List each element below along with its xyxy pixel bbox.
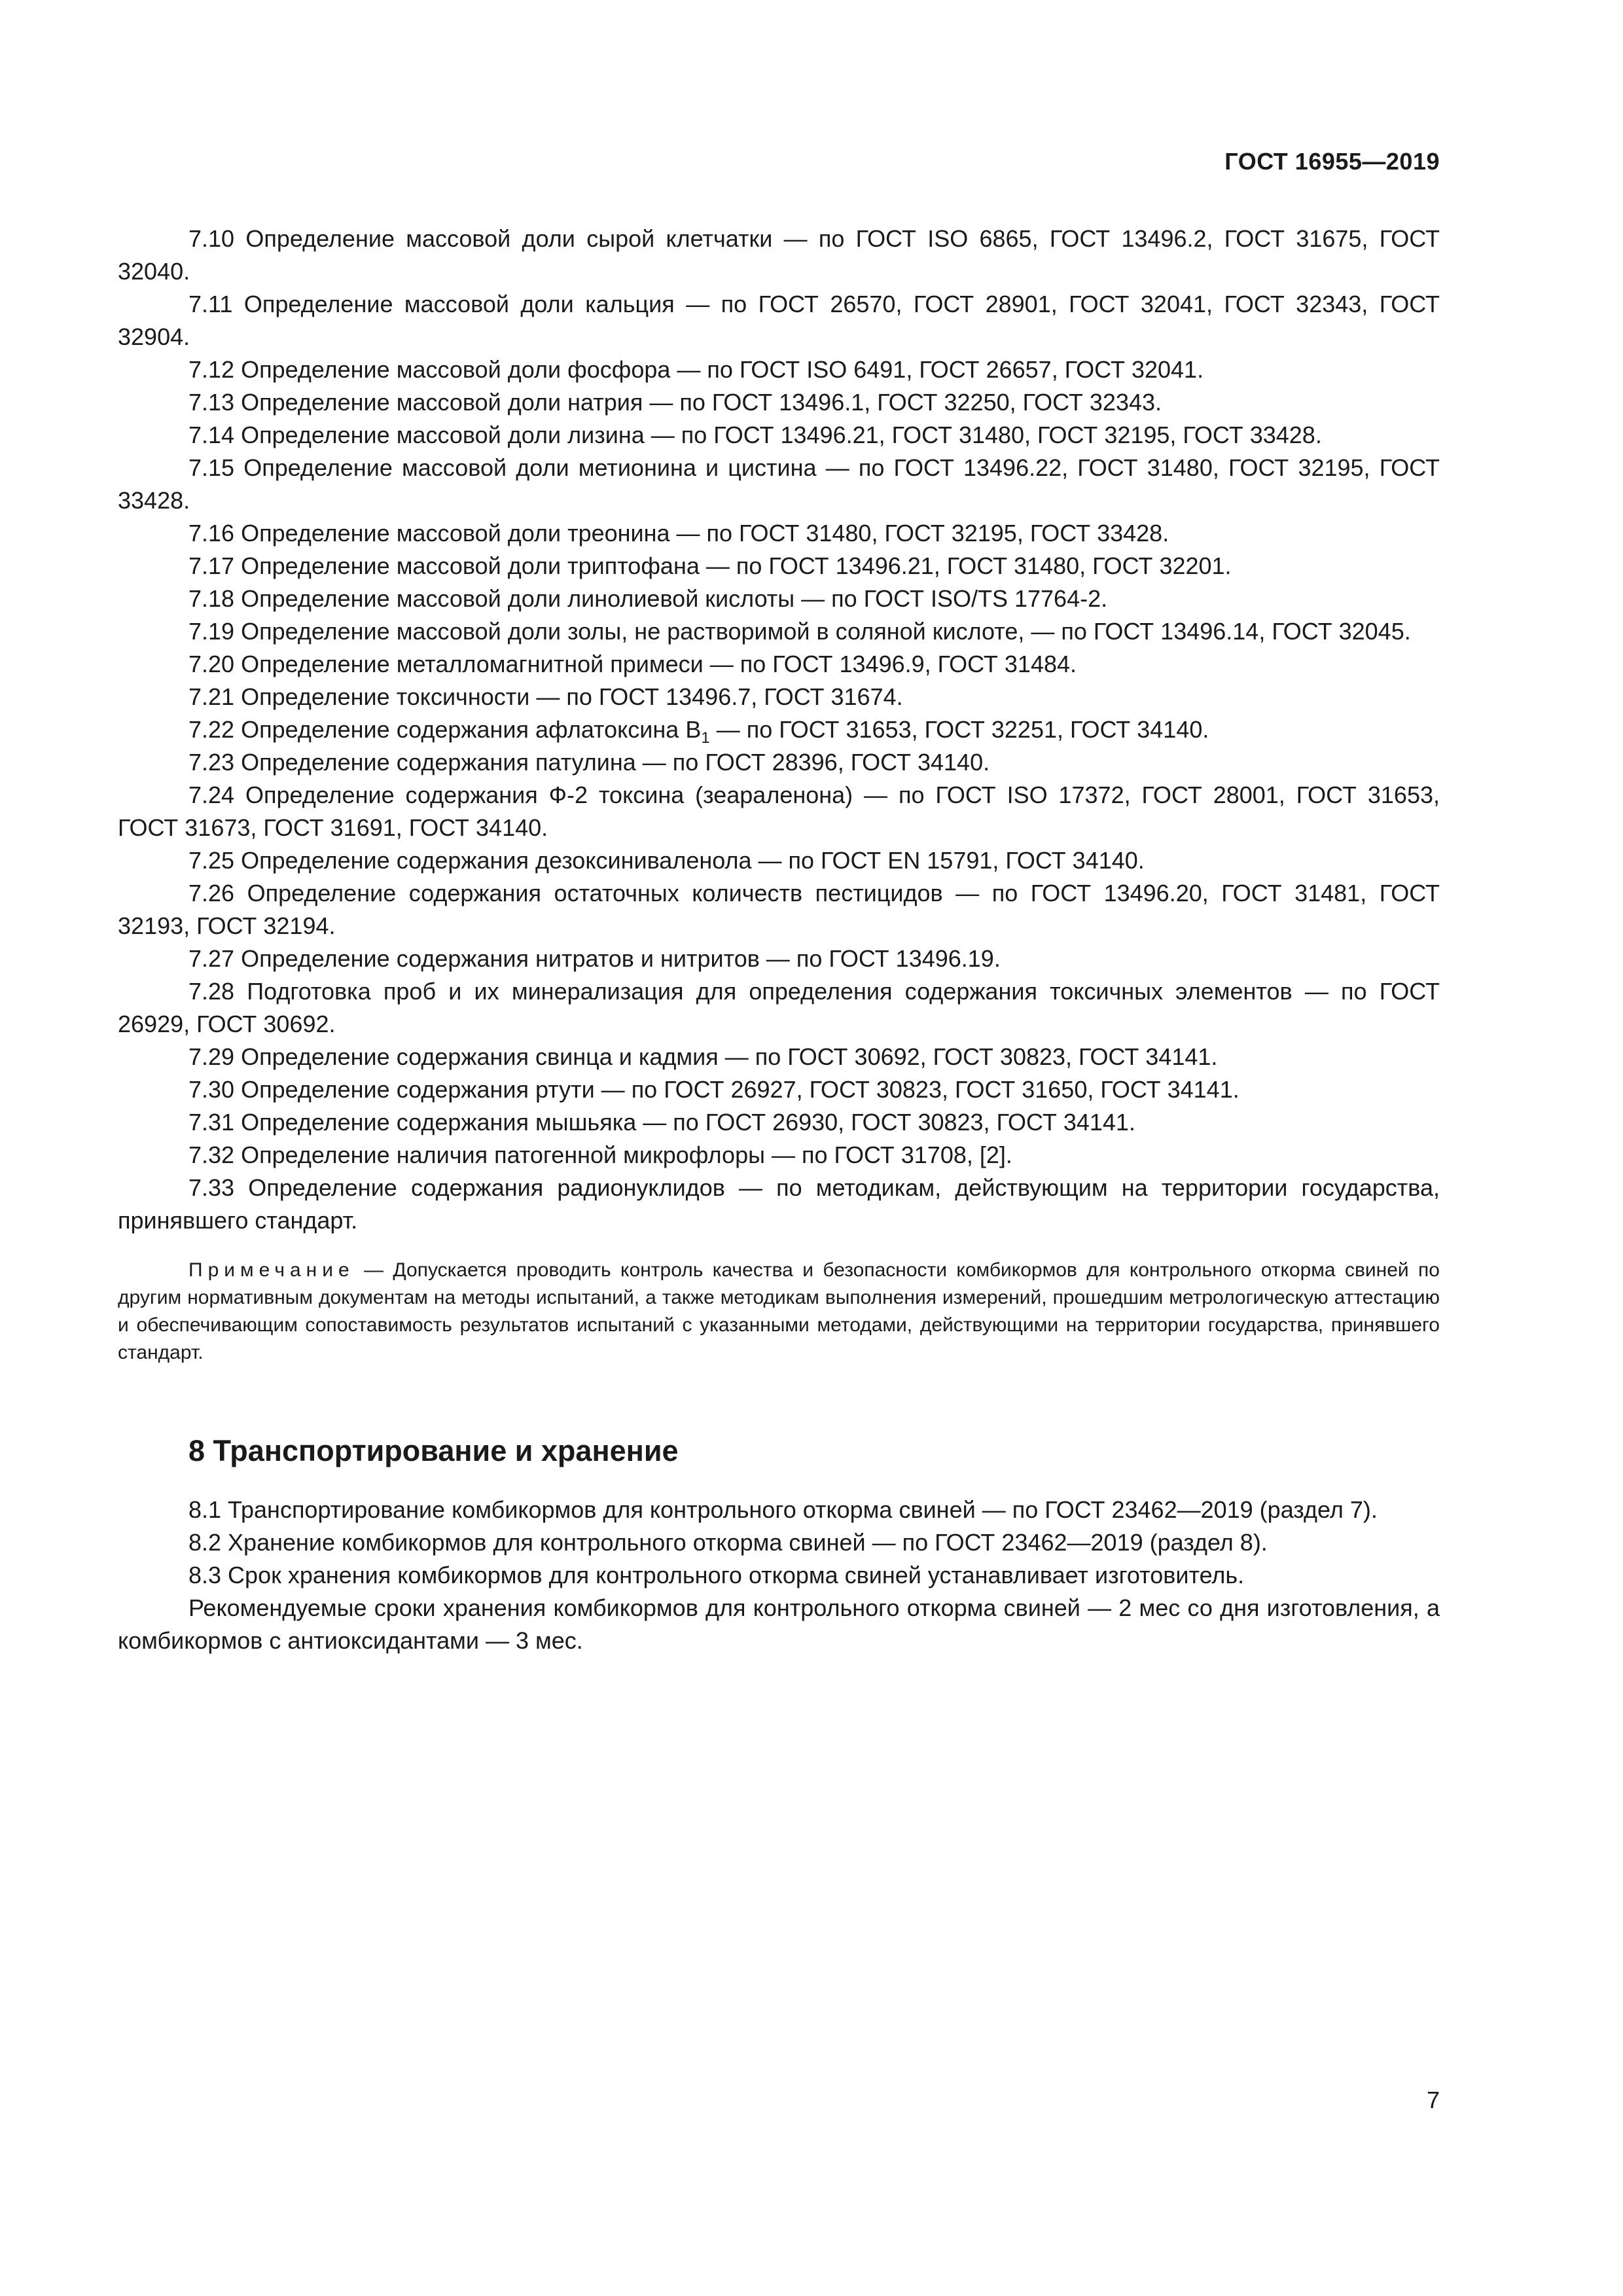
aflatoxin-text-before: 7.22 Определение содержания афлатоксина B <box>188 716 702 743</box>
paragraph-8-recommended: Рекомендуемые сроки хранения комбикормов для контрольного откорма свиней — 2 мес со дня изготовления, а комбикормов с антиоксидантами — 3 мес. <box>118 1594 1440 1654</box>
note-paragraph <box>118 1257 1440 1367</box>
paragraph-7-30: 7.30 Определение содержания ртути — по ГОСТ 26927, ГОСТ 30823, ГОСТ 31650, ГОСТ 34141. <box>188 1076 1240 1103</box>
paragraph-7-14: 7.14 Определение массовой доли лизина — по ГОСТ 13496.21, ГОСТ 31480, ГОСТ 32195, ГОСТ 33428. <box>188 422 1322 448</box>
paragraph-7-18: 7.18 Определение массовой доли линолиевой кислоты — по ГОСТ ISO/TS 17764-2. <box>188 585 1108 612</box>
paragraph-7-25: 7.25 Определение содержания дезоксиниваленола — по ГОСТ EN 15791, ГОСТ 34140. <box>188 847 1145 874</box>
paragraph-8-1: 8.1 Транспортирование комбикормов для контрольного откорма свиней — по ГОСТ 23462—2019 (раздел 7). <box>188 1496 1378 1523</box>
paragraph-8-2: 8.2 Хранение комбикормов для контрольного откорма свиней — по ГОСТ 23462—2019 (раздел 8). <box>188 1529 1268 1556</box>
paragraph-7-29: 7.29 Определение содержания свинца и кадмия — по ГОСТ 30692, ГОСТ 30823, ГОСТ 34141. <box>188 1043 1218 1070</box>
paragraph-7-12: 7.12 Определение массовой доли фосфора — по ГОСТ ISO 6491, ГОСТ 26657, ГОСТ 32041. <box>188 356 1204 383</box>
paragraph-7-28: 7.28 Подготовка проб и их минерализация для определения содержания токсичных элементов — по ГОСТ 26929, ГОСТ 30692. <box>118 978 1440 1037</box>
paragraph-7-24: 7.24 Определение содержания Ф-2 токсина (зеараленона) — по ГОСТ ISO 17372, ГОСТ 28001, ГОСТ 31653, ГОСТ 31673, ГОСТ 31691, ГОСТ 34140. <box>118 781 1440 841</box>
document-code-header: ГОСТ 16955—2019 <box>1224 148 1440 175</box>
paragraph-7-20: 7.20 Определение металломагнитной примеси — по ГОСТ 13496.9, ГОСТ 31484. <box>188 651 1077 677</box>
paragraph-7-27: 7.27 Определение содержания нитратов и нитритов — по ГОСТ 13496.19. <box>188 945 1001 972</box>
paragraph-7-26: 7.26 Определение содержания остаточных количеств пестицидов — по ГОСТ 13496.20, ГОСТ 31481, ГОСТ 32193, ГОСТ 32194. <box>118 880 1440 939</box>
paragraph-7-16: 7.16 Определение массовой доли треонина — по ГОСТ 31480, ГОСТ 32195, ГОСТ 33428. <box>188 520 1169 547</box>
paragraph-7-19: 7.19 Определение массовой доли золы, не растворимой в соляной кислоте, — по ГОСТ 13496.14, ГОСТ 32045. <box>188 618 1411 645</box>
paragraph-7-17: 7.17 Определение массовой доли триптофана — по ГОСТ 13496.21, ГОСТ 31480, ГОСТ 32201. <box>188 552 1232 579</box>
paragraph-7-21: 7.21 Определение токсичности — по ГОСТ 13496.7, ГОСТ 31674. <box>188 683 903 710</box>
paragraph-7-31: 7.31 Определение содержания мышьяка — по ГОСТ 26930, ГОСТ 30823, ГОСТ 34141. <box>188 1109 1135 1136</box>
paragraph-7-32: 7.32 Определение наличия патогенной микрофлоры — по ГОСТ 31708, [2]. <box>188 1141 1012 1168</box>
paragraph-7-13: 7.13 Определение массовой доли натрия — по ГОСТ 13496.1, ГОСТ 32250, ГОСТ 32343. <box>188 389 1162 416</box>
note-text: — Допускается проводить контроль качества и безопасности комбикормов для контрольного откорма свиней по другим нормативным документам на методы испытаний, а также методикам выполнения измерений, прошедшим метрологическую аттестацию и обеспечивающим сопоставимость результатов испытаний с указанными методами, действующими на территории государства, принявшего стандарт. <box>118 1259 1440 1363</box>
paragraph-8-3: 8.3 Срок хранения комбикормов для контрольного откорма свиней устанавливает изготовитель. <box>188 1562 1245 1588</box>
aflatoxin-subscript: 1 <box>701 729 710 747</box>
note-label: Примечание <box>188 1259 355 1281</box>
page-number: 7 <box>1426 2087 1440 2113</box>
paragraph-7-15: 7.15 Определение массовой доли метионина и цистина — по ГОСТ 13496.22, ГОСТ 31480, ГОСТ 32195, ГОСТ 33428. <box>118 454 1440 514</box>
section-8-title: 8 Транспортирование и хранение <box>188 1434 679 1467</box>
paragraph-7-22 <box>118 713 1440 746</box>
paragraph-7-10: 7.10 Определение массовой доли сырой клетчатки — по ГОСТ ISO 6865, ГОСТ 13496.2, ГОСТ 31675, ГОСТ 32040. <box>118 225 1440 285</box>
paragraph-7-11: 7.11 Определение массовой доли кальция — по ГОСТ 26570, ГОСТ 28901, ГОСТ 32041, ГОСТ 32343, ГОСТ 32904. <box>118 291 1440 350</box>
document-body <box>118 223 1440 1657</box>
paragraph-7-33: 7.33 Определение содержания радионуклидов — по методикам, действующим на территории государства, принявшего стандарт. <box>118 1174 1440 1234</box>
paragraph-7-23: 7.23 Определение содержания патулина — по ГОСТ 28396, ГОСТ 34140. <box>188 749 990 776</box>
aflatoxin-text-after: — по ГОСТ 31653, ГОСТ 32251, ГОСТ 34140. <box>709 716 1209 743</box>
